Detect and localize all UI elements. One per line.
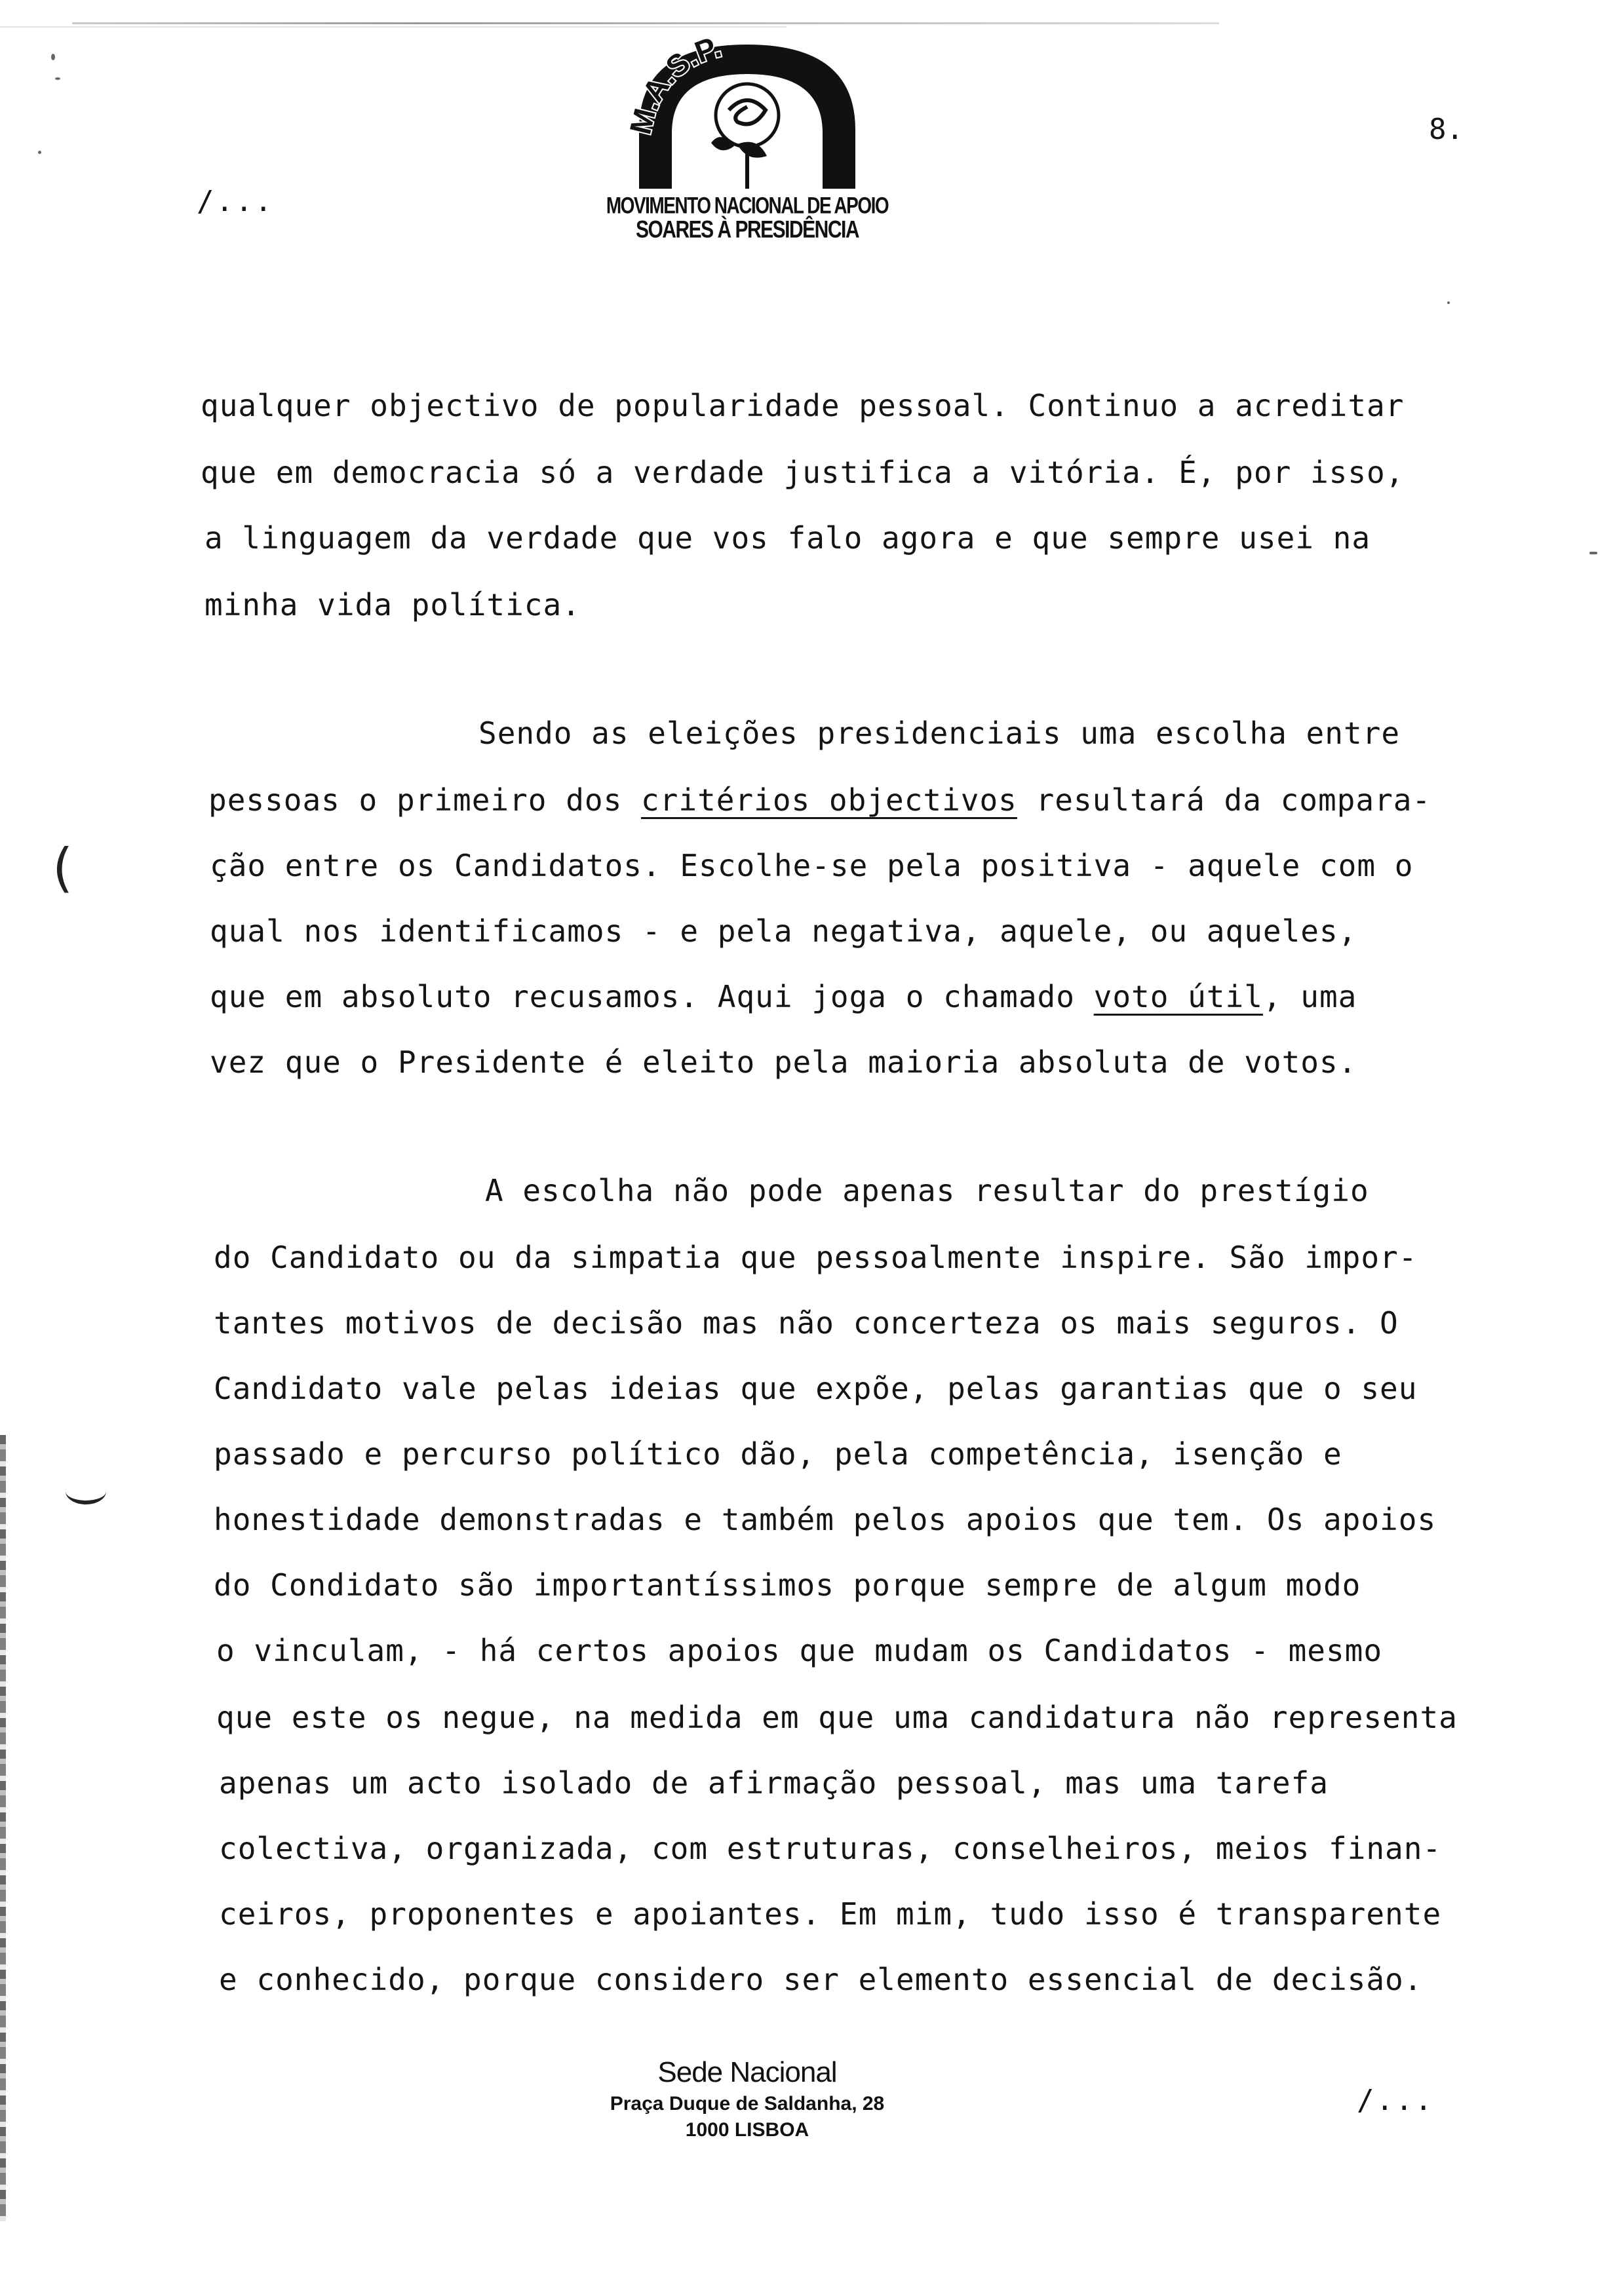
logo-name-line1: MOVIMENTO NACIONAL DE APOIO [606,193,889,218]
text-line: ceiros, proponentes e apoiantes. Em mim, tudo isso é transparente [219,1896,1442,1932]
masp-emblem-icon [590,31,905,195]
scan-speck [1447,301,1450,304]
continuation-mark-top: /... [197,185,274,218]
text-line: A escolha não pode apenas resultar do prestígio [485,1173,1369,1208]
text-line: do Condidato são importantíssimos porque sempre de algum modo [214,1567,1361,1603]
scan-edge-line [72,22,1219,24]
margin-paren-mark: ( [52,837,73,898]
logo-name-line2: SOARES À PRESIDÊNCIA [635,216,859,243]
text-line: que em democracia só a verdade justifica a vitória. É, por isso, [201,455,1405,490]
underlined-term: critérios objectivos [640,782,1017,818]
text-line: vez que o Presidente é eleito pela maioria absoluta de votos. [210,1044,1357,1080]
continuation-mark-bottom: /... [1357,2084,1434,2117]
footer-city: 1000 LISBOA [685,2119,809,2141]
scan-speck [55,77,60,80]
text-line: passado e percurso político dão, pela competência, isenção e [214,1436,1342,1472]
text-line: colectiva, organizada, com estruturas, conselheiros, meios finan- [219,1831,1442,1866]
text-line: Sendo as eleições presidenciais uma escolha entre [478,716,1401,751]
scan-speck [38,151,41,154]
scan-speck [51,54,55,60]
masp-logo [590,31,905,254]
text-line: pessoas o primeiro dos critérios objectivos resultará da compara- [208,782,1431,818]
footer-title: Sede Nacional [657,2056,837,2088]
text-line: honestidade demonstradas e também pelos apoios que tem. Os apoios [214,1502,1437,1537]
text-line: minha vida política. [204,587,581,622]
scan-edge-line-faint [0,26,787,28]
text-line: Candidato vale pelas ideias que expõe, pelas garantias que o seu [214,1371,1418,1406]
scan-speck [1589,552,1597,554]
svg-text:M.A.S.P.: M.A.S.P. [623,31,725,138]
text-line: tantes motivos de decisão mas não concerteza os mais seguros. O [214,1305,1399,1341]
scan-left-edge [0,1435,6,2221]
text-line: qualquer objectivo de popularidade pessoal. Continuo a acreditar [201,388,1405,423]
text-line: que em absoluto recusamos. Aqui joga o chamado voto útil, uma [210,979,1357,1014]
text-line: do Candidato ou da simpatia que pessoalmente inspire. São impor- [214,1240,1418,1275]
text-line: e conhecido, porque considero ser elemento essencial de decisão. [219,1962,1423,1997]
footer-address: Praça Duque de Saldanha, 28 [610,2093,885,2114]
page-number: 8. [1429,113,1464,146]
underlined-term: voto útil [1093,979,1263,1014]
text-line: o vinculam, - há certos apoios que mudam os Candidatos - mesmo [216,1633,1383,1668]
text-line: a linguagem da verdade que vos falo agora e que sempre usei na [204,520,1371,556]
text-line: qual nos identificamos - e pela negativa, aquele, ou aqueles, [210,913,1357,949]
text-line: que este os negue, na medida em que uma candidatura não representa [216,1700,1458,1735]
margin-hole-mark [66,1478,106,1504]
text-line: apenas um acto isolado de afirmação pessoal, mas uma tarefa [219,1765,1329,1801]
text-line: ção entre os Candidatos. Escolhe-se pela positiva - aquele com o [210,848,1414,883]
